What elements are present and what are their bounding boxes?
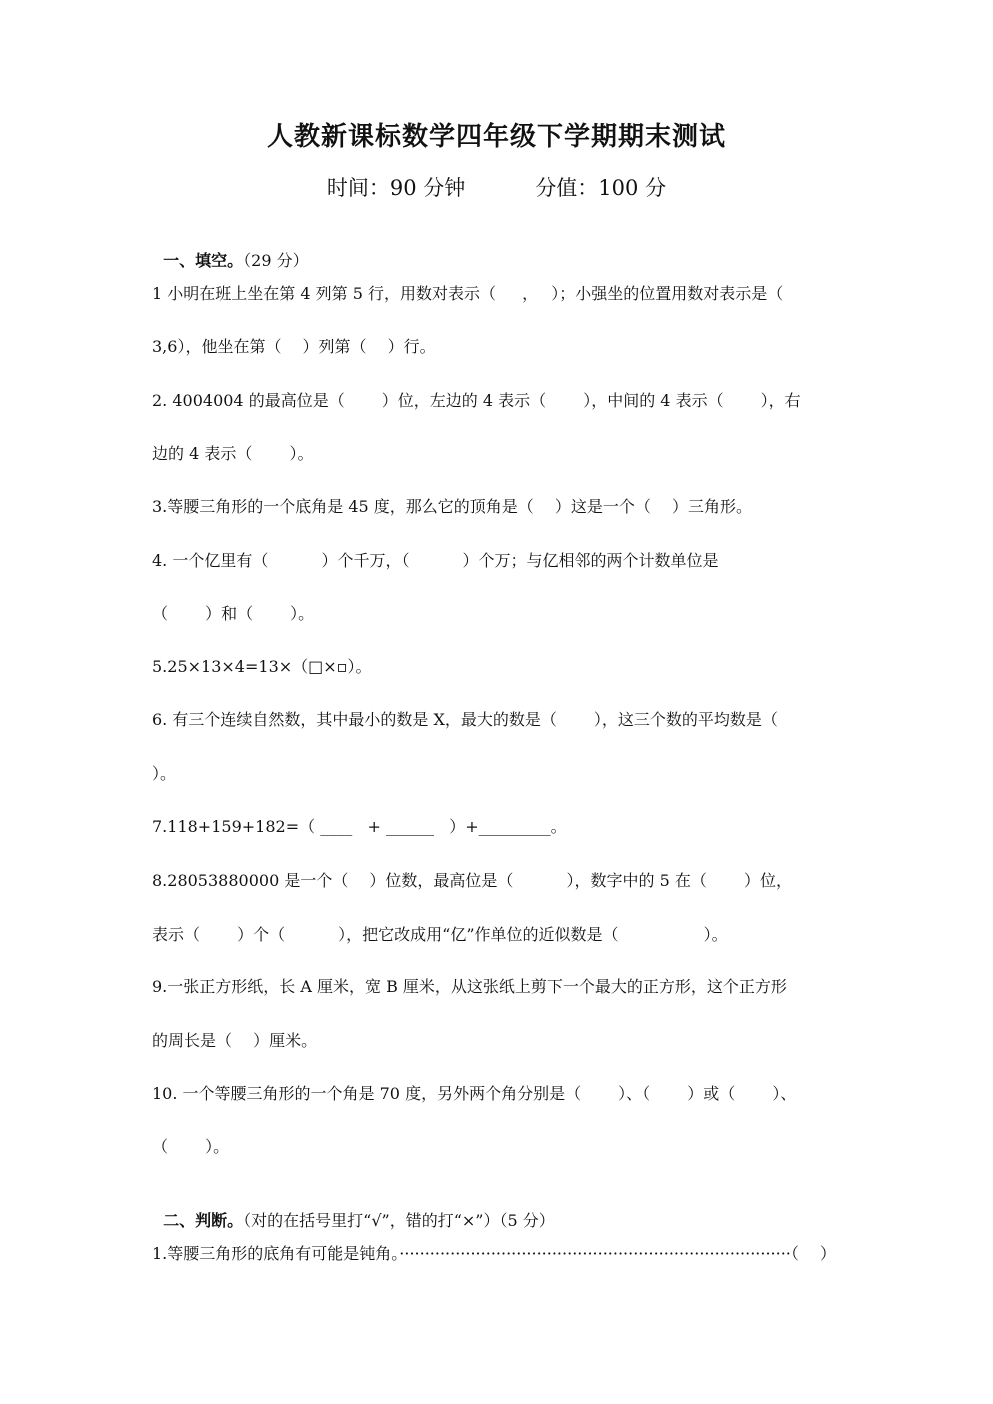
question-7: 7.118+159+182=（ ____ + ______ ）+_________。 — [152, 817, 567, 836]
time-label: 时间：90 分钟 — [326, 176, 466, 200]
section-points: （29 分） — [243, 251, 309, 270]
question-10-line-2: （ ）。 — [152, 1137, 230, 1156]
question-4-line-1: 4. 一个亿里有（ ）个千万，（ ）个万；与亿相邻的两个计数单位是 — [152, 551, 719, 570]
question-1-line-1: 1 小明在班上坐在第 4 列第 5 行，用数对表示（ ， ）；小强坐的位置用数对表示是（ — [152, 284, 784, 303]
question-3: 3.等腰三角形的一个底角是 45 度，那么它的顶角是（ ）这是一个（ ）三角形。 — [152, 497, 752, 516]
question-8-line-1: 8.28053880000 是一个（ ）位数，最高位是（ ），数字中的 5 在（ ）位， — [152, 871, 792, 890]
section-instructions: （对的在括号里打“√”，错的打“×”）（5 分） — [243, 1211, 555, 1230]
question-6-line-2: ）。 — [152, 764, 177, 783]
question-1-line-2: 3,6），他坐在第（ ）列第（ ）行。 — [152, 337, 436, 356]
section-heading-fill-in — [152, 231, 309, 271]
section-title: 一、填空。 — [163, 251, 244, 270]
question-8-line-2: 表示（ ）个（ ），把它改成用“亿”作单位的近似数是（ ）。 — [152, 925, 728, 944]
score-label: 分值：100 分 — [535, 176, 667, 200]
question-2-line-2: 边的 4 表示（ ）。 — [152, 444, 314, 463]
question-5: 5.25×13×4=13×（□×▫）。 — [152, 657, 372, 676]
question-6-line-1: 6. 有三个连续自然数，其中最小的数是 X，最大的数是（ ），这三个数的平均数是（ — [152, 710, 778, 729]
question-2-line-1: 2. 4004004 的最高位是（ ）位，左边的 4 表示（ ），中间的 4 表示（ ），右 — [152, 391, 801, 410]
question-9-line-1: 9.一张正方形纸，长 A 厘米，宽 B 厘米，从这张纸上剪下一个最大的正方形，这个正方形 — [152, 977, 787, 996]
section-heading-true-false — [152, 1191, 555, 1231]
exam-info — [0, 172, 993, 202]
question-9-line-2: 的周长是（ ）厘米。 — [152, 1031, 318, 1050]
question-10-line-1: 10. 一个等腰三角形的一个角是 70 度，另外两个角分别是（ ）、（ ）或（ ）、 — [152, 1084, 797, 1103]
section-title: 二、判断。 — [163, 1211, 244, 1230]
question-4-line-2: （ ）和（ ）。 — [152, 604, 315, 623]
judge-question-1: 1.等腰三角形的底角有可能是钝角。·············································································（ ） — [152, 1244, 836, 1263]
document-title: 人教新课标数学四年级下学期期末测试 — [266, 122, 726, 152]
